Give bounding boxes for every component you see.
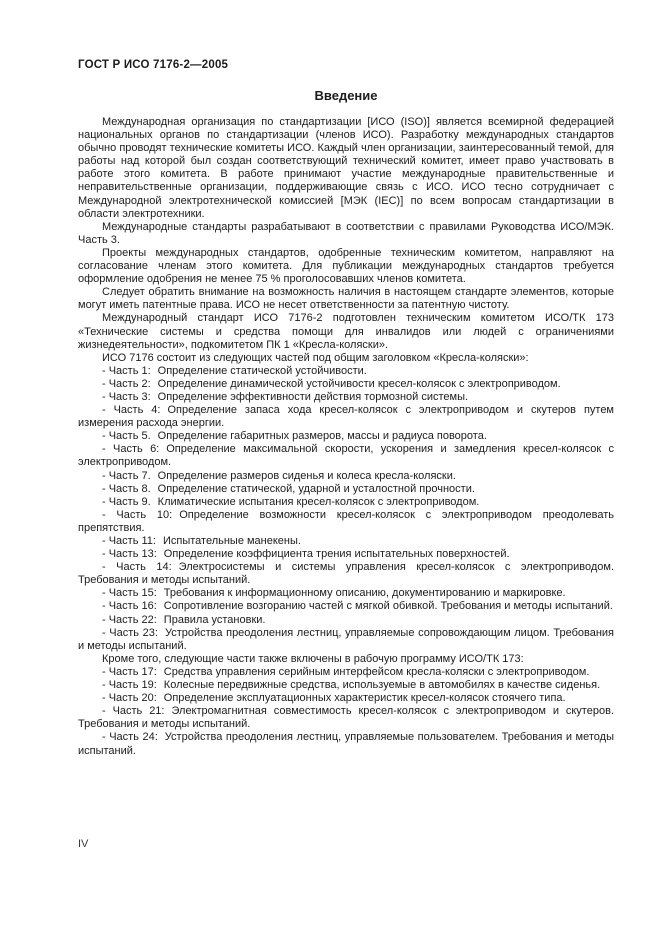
- part-text: Определение статической, ударной и усталостной прочности.: [157, 482, 475, 495]
- part-label: - Часть 2:: [102, 377, 151, 390]
- part-label: - Часть 23:: [102, 626, 158, 639]
- part-item: [78, 627, 614, 653]
- part-text: Сопротивление возгоранию частей с мягкой обивкой. Требования и методы испытаний.: [163, 600, 613, 613]
- part-label: - Часть 24:: [102, 731, 158, 744]
- part-label: - Часть 22:: [102, 613, 157, 626]
- part-text: Устройства преодоления лестниц, управляемые пользователем. Требования и методы испытаний.: [78, 731, 614, 757]
- part-item: [78, 470, 614, 483]
- part-label: - Часть 10:: [102, 508, 173, 521]
- part-text: Определение запаса хода кресел-колясок с электроприводом и скутеров путем измерения расхода энергии.: [78, 404, 614, 430]
- part-text: Определение возможности кресел-колясок с электроприводом преодолевать препятствия.: [78, 508, 614, 534]
- part-label: - Часть 19:: [102, 679, 157, 692]
- page-content: [78, 58, 614, 758]
- part-text: Электромагнитная совместимость кресел-колясок с электроприводом и скутеров. Требования и методы испытаний.: [78, 705, 614, 731]
- part-item: [78, 614, 614, 627]
- part-item: [78, 587, 614, 600]
- part-item: [78, 600, 614, 613]
- part-text: Определение габаритных размеров, массы и радиуса поворота.: [157, 430, 487, 443]
- part-text: Испытательные манекены.: [162, 535, 301, 547]
- part-label: - Часть 16:: [102, 600, 157, 613]
- intro-paragraph: Международная организация по стандартизации [ИСО (ISO)] является всемирной федерацией национальных органов по стандартизации (членов ИСО). Разработку международных стандартов обычно проводят технические комитеты ИСО. Каждый член организации, заинтересованный темой, для работы над которой был создан соответствующий технический комитет, имеет право участвовать в работе этого комитета. В работе принимают участие международные правительственные и неправительственные организации, поддерживающие связь с ИСО. ИСО тесно сотрудничает с Международной электротехнической комиссией [МЭК (IEC)] по всем вопросам стандартизации в области электротехники.: [78, 116, 614, 220]
- part-label: - Часть 13:: [102, 548, 157, 561]
- part-item: [78, 483, 614, 496]
- part-item: [78, 731, 614, 757]
- intro-paragraph: ИСО 7176 состоит из следующих частей под общим заголовком «Кресла-коляски»:: [102, 351, 529, 364]
- part-item: [78, 509, 614, 535]
- part-item: [78, 443, 614, 469]
- part-text: Определение статической устойчивости.: [157, 364, 367, 377]
- part-label: - Часть 17:: [102, 665, 157, 678]
- part-text: Определение размеров сиденья и колеса кресла-коляски.: [157, 469, 456, 482]
- part-label: - Часть 9.: [102, 495, 151, 508]
- part-text: Определение эффективности действия тормозной системы.: [157, 390, 469, 403]
- document-code: ГОСТ Р ИСО 7176-2—2005: [78, 59, 229, 71]
- part-item: [78, 535, 614, 548]
- part-item: [78, 365, 614, 378]
- part-text: Определение коэффициента трения испытательных поверхностей.: [163, 548, 510, 561]
- part-item: [78, 391, 614, 404]
- intro-paragraph: Кроме того, следующие части также включены в рабочую программу ИСО/ТК 173:: [102, 652, 524, 665]
- part-label: - Часть 6:: [102, 443, 160, 456]
- part-label: - Часть 4:: [102, 404, 161, 417]
- part-text: Определение эксплуатационных характеристик кресел-колясок стоячего типа.: [163, 692, 566, 705]
- part-item: [78, 692, 614, 705]
- part-label: - Часть 11:: [102, 535, 156, 547]
- part-text: Средства управления серийным интерфейсом кресла-коляски с электроприводом.: [163, 665, 590, 678]
- part-item: [78, 666, 614, 679]
- part-item: [78, 548, 614, 561]
- intro-paragraph: Проекты международных стандартов, одобренные техническим комитетом, направляют на согласование членам этого комитета. Для публикации международных стандартов требуется оформление одобрения не менее 75 % проголосовавших членов комитета.: [78, 246, 614, 286]
- part-text: Колесные передвижные средства, используемые в автомобилях в качестве сиденья.: [163, 679, 601, 692]
- intro-paragraph: Следует обратить внимание на возможность наличия в настоящем стандарте элементов, которые могут иметь патентные права. ИСО не несет ответственности за патентную чистоту.: [78, 286, 614, 312]
- part-label: - Часть 14:: [102, 561, 172, 574]
- part-label: - Часть 1:: [102, 364, 151, 377]
- part-label: - Часть 15:: [102, 587, 157, 600]
- part-text: Правила установки.: [163, 613, 266, 626]
- part-item: [78, 679, 614, 692]
- part-item: [78, 430, 614, 443]
- page-number: IV: [78, 838, 89, 850]
- part-text: Электросистемы и системы управления кресел-колясок с электроприводом. Требования и методы испытаний.: [78, 561, 614, 587]
- section-title: Введение: [314, 88, 378, 103]
- part-label: - Часть 20:: [102, 692, 157, 705]
- part-label: - Часть 5.: [102, 430, 151, 443]
- part-label: - Часть 3:: [102, 390, 151, 403]
- part-item: [78, 378, 614, 391]
- part-text: Определение динамической устойчивости кресел-колясок с электроприводом.: [157, 377, 561, 390]
- intro-paragraph: Международный стандарт ИСО 7176-2 подготовлен техническим комитетом ИСО/ТК 173 «Технические системы и средства помощи для инвалидов или людей с ограничениями жизнедеятельности», подкомитетом ПК 1 «Кресла-коляски».: [78, 312, 614, 351]
- part-text: Климатические испытания кресел-колясок с электроприводом.: [157, 495, 480, 508]
- part-text: Устройства преодоления лестниц, управляемые сопровождающим лицом. Требования и методы испытаний.: [78, 626, 614, 652]
- part-item: [78, 561, 614, 587]
- introduction-body: [78, 116, 614, 758]
- part-text: Требования к информационному описанию, документированию и маркировке.: [163, 587, 566, 600]
- part-label: - Часть 7.: [102, 469, 151, 482]
- intro-paragraph: Международные стандарты разрабатывают в соответствии с правилами Руководства ИСО/МЭК. Часть 3.: [78, 220, 614, 246]
- part-label: - Часть 8.: [102, 482, 151, 495]
- part-item: [78, 705, 614, 731]
- part-item: [78, 404, 614, 430]
- part-item: [78, 496, 614, 509]
- part-label: - Часть 21:: [102, 705, 165, 718]
- part-text: Определение максимальной скорости, ускорения и замедления кресел-колясок с электроприводом.: [78, 443, 614, 469]
